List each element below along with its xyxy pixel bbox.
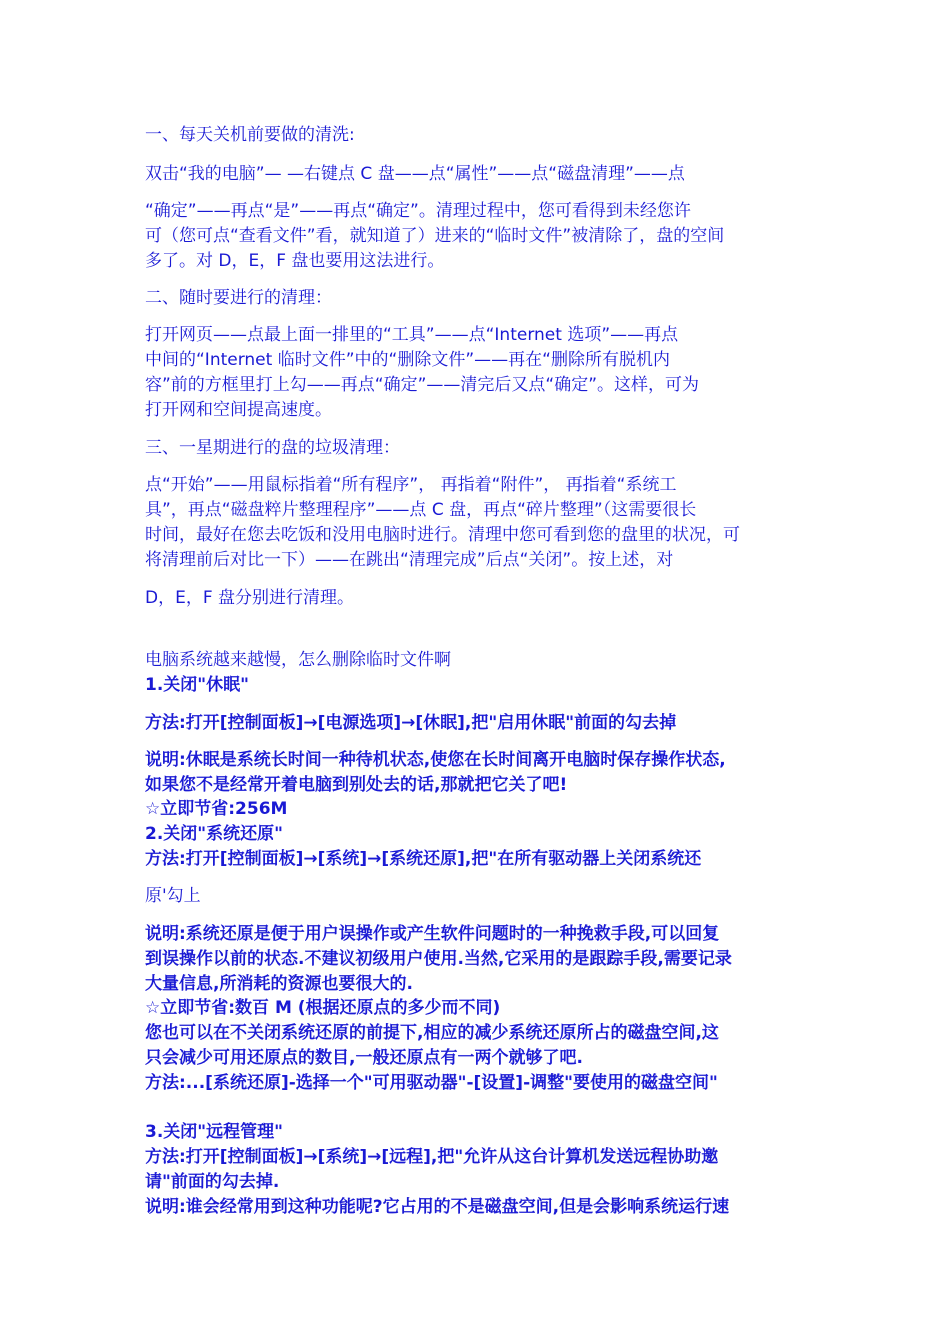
- text-line: 方法:...[系统还原]-选择一个"可用驱动器"-[设置]-调整"要使用的磁盘空间": [145, 1073, 718, 1093]
- section-heading-weekly-cleanup: 三、一星期进行的盘的垃圾清理：: [145, 438, 400, 458]
- text-line: 将清理前后对比一下）——在跳出“清理完成”后点“关闭”。按上述，对: [145, 550, 674, 570]
- text-line: “确定”——再点“是”——再点“确定”。清理过程中，您可看得到未经您许: [145, 201, 691, 221]
- text-line: 大量信息,所消耗的资源也要很大的.: [145, 974, 413, 994]
- text-line: 方法:打开[控制面板]→[系统]→[系统还原],把"在所有驱动器上关闭系统还: [145, 849, 702, 869]
- text-line: 打开网和空间提高速度。: [145, 400, 332, 420]
- text-line: 点“开始”——用鼠标指着“所有程序”， 再指着“附件”， 再指着“系统工: [145, 475, 677, 495]
- text-line: 方法:打开[控制面板]→[电源选项]→[休眠],把"启用休眠"前面的勾去掉: [145, 713, 677, 733]
- text-line: 时间，最好在您去吃饭和没用电脑时进行。清理中您可看到您的盘里的状况，可: [145, 525, 740, 545]
- text-line: 请"前面的勾去掉.: [145, 1172, 280, 1192]
- text-line: 中间的“Internet 临时文件”中的“删除文件”——再在“删除所有脱机内: [145, 350, 670, 370]
- text-line: 原'勾上: [145, 886, 201, 906]
- text-line: 说明:休眠是系统长时间一种待机状态,使您在长时间离开电脑时保存操作状态,: [145, 750, 726, 770]
- text-line: 只会减少可用还原点的数目,一般还原点有一两个就够了吧.: [145, 1048, 583, 1068]
- text-line: 打开网页——点最上面一排里的“工具”——点“Internet 选项”——再点: [145, 325, 679, 345]
- step-heading-system-restore: 2.关闭"系统还原": [145, 824, 284, 844]
- text-line: 如果您不是经常开着电脑到别处去的话,那就把它关了吧!: [145, 775, 568, 795]
- text-line: D，E，F 盘分别进行清理。: [145, 588, 355, 608]
- text-line: 说明:谁会经常用到这种功能呢?它占用的不是磁盘空间,但是会影响系统运行速: [145, 1197, 730, 1217]
- article-title: 电脑系统越来越慢，怎么删除临时文件啊: [145, 650, 451, 670]
- text-line: 方法:打开[控制面板]→[系统]→[远程],把"允许从这台计算机发送远程协助邀: [145, 1147, 719, 1167]
- step-heading-remote: 3.关闭"远程管理": [145, 1122, 284, 1142]
- text-line: 多了。对 D，E，F 盘也要用这法进行。: [145, 251, 445, 271]
- text-line: 可（您可点“查看文件”看，就知道了）进来的“临时文件”被清除了，盘的空间: [145, 226, 725, 246]
- savings-line: ☆立即节省:256M: [145, 799, 288, 819]
- savings-line: ☆立即节省:数百 M (根据还原点的多少而不同): [145, 998, 501, 1018]
- text-line: 双击“我的电脑”— —右键点 C 盘——点“属性”——点“磁盘清理”——点: [145, 164, 685, 184]
- text-line: 说明:系统还原是便于用户误操作或产生软件问题时的一种挽救手段,可以回复: [145, 924, 720, 944]
- step-heading-hibernate: 1.关闭"休眠": [145, 675, 250, 695]
- text-line: 具”，再点“磁盘粹片整理程序”——点 C 盘，再点“碎片整理”（这需要很长: [145, 500, 697, 520]
- text-line: 到误操作以前的状态.不建议初级用户使用.当然,它采用的是跟踪手段,需要记录: [145, 949, 732, 969]
- text-line: 容”前的方框里打上勾——再点“确定”——清完后又点“确定”。这样，可为: [145, 375, 700, 395]
- section-heading-anytime-cleanup: 二、随时要进行的清理：: [145, 288, 332, 308]
- section-heading-daily-cleanup: 一、每天关机前要做的清洗:: [145, 125, 355, 145]
- text-line: 您也可以在不关闭系统还原的前提下,相应的减少系统还原所占的磁盘空间,这: [145, 1023, 719, 1043]
